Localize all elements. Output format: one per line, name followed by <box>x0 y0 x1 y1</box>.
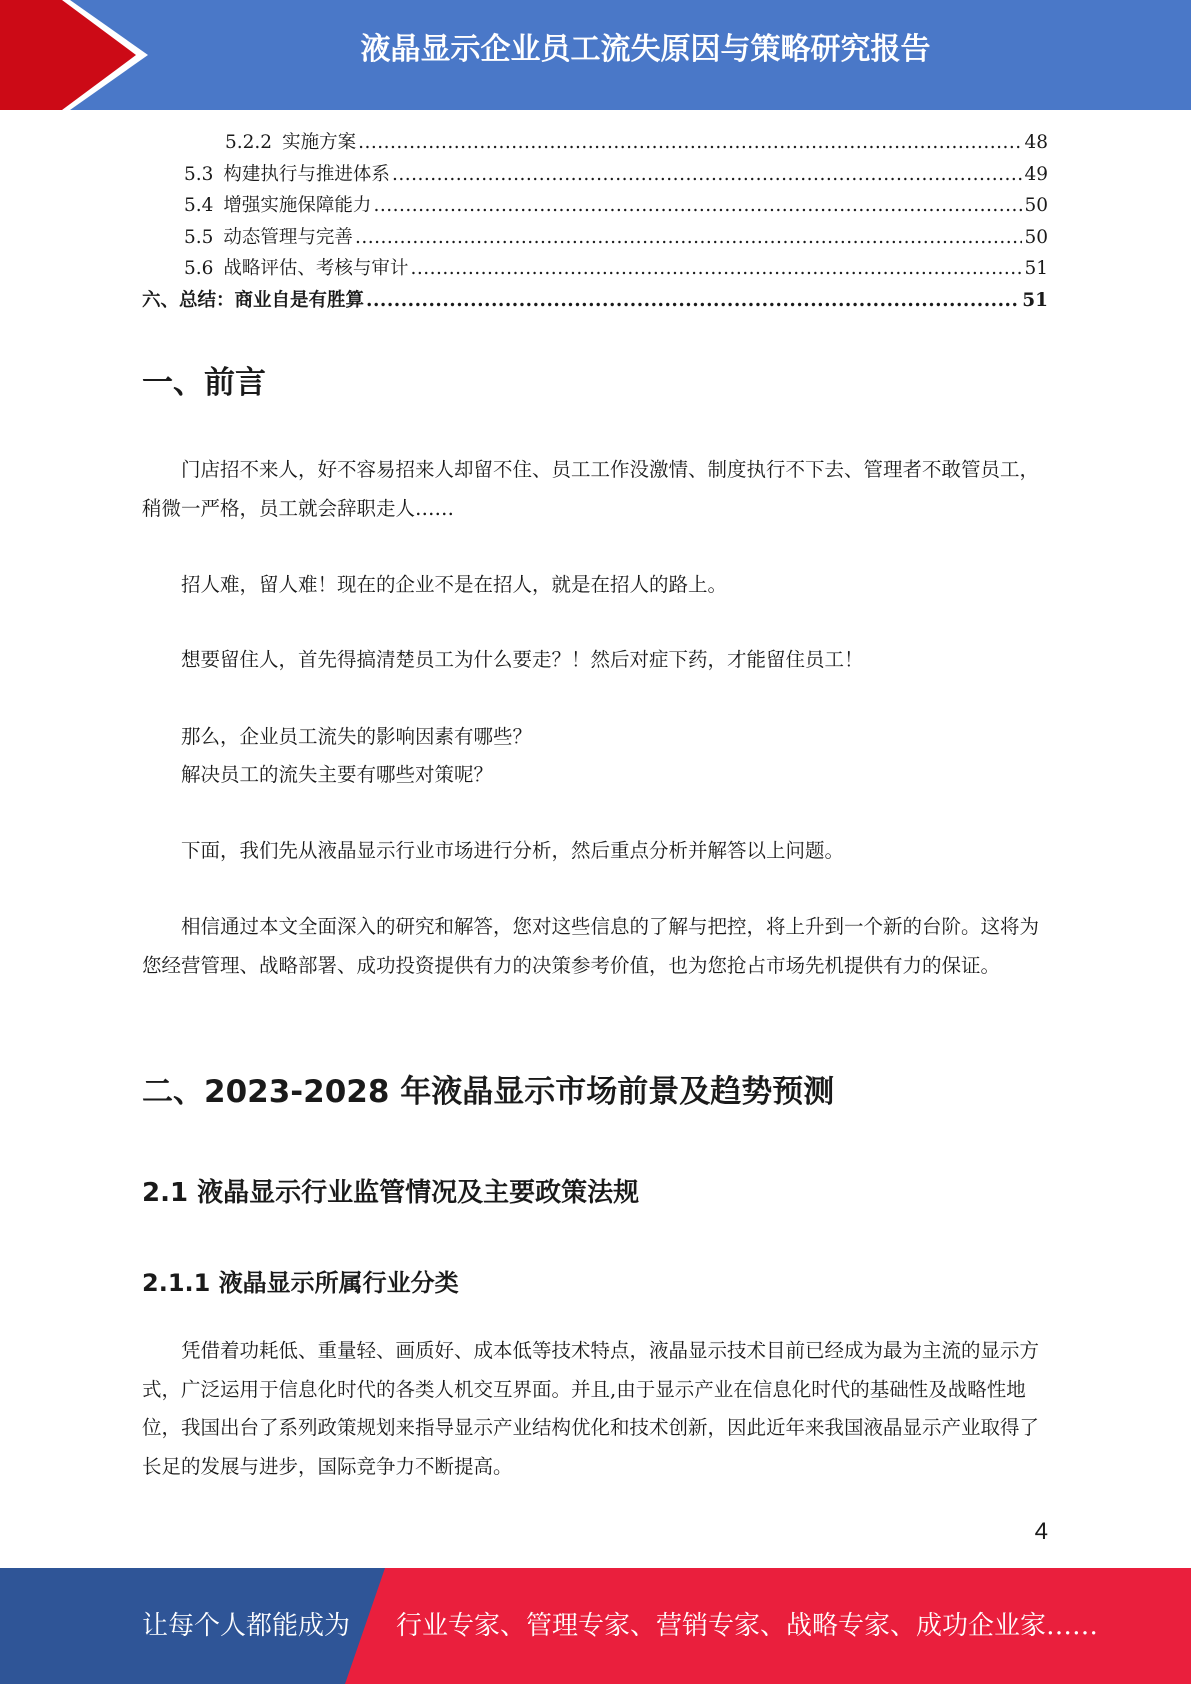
toc-item-page: 50 <box>1024 226 1048 248</box>
toc-item[interactable] <box>142 254 1048 286</box>
body-paragraph: 解决员工的流失主要有哪些对策呢？ <box>181 763 494 786</box>
toc-item[interactable] <box>142 128 1048 160</box>
toc-item-label: 实施方案 <box>282 132 357 153</box>
toc-item-label: 战略评估、考核与审计 <box>223 258 409 279</box>
table-of-contents <box>142 128 1048 317</box>
subsection-heading: 2.1 液晶显示行业监管情况及主要政策法规 <box>142 1178 640 1208</box>
toc-item-page: 51 <box>1024 258 1048 279</box>
section-heading-market: 二、2023-2028 年液晶显示市场前景及趋势预测 <box>142 1074 835 1110</box>
toc-item-label: 六、总结：商业自是有胜算 <box>142 289 365 311</box>
toc-item-page: 51 <box>1022 289 1048 311</box>
toc-item-page: 50 <box>1024 195 1048 216</box>
footer-slogan-left: 让每个人都能成为 <box>142 1611 351 1641</box>
page-header <box>0 0 1191 110</box>
header-arrow-decoration <box>0 0 150 110</box>
toc-item[interactable] <box>142 191 1048 223</box>
toc-leader-dots <box>392 164 1023 185</box>
body-paragraph: 想要留住人，首先得搞清楚员工为什么要走？！然后对症下药，才能留住员工！ <box>181 648 864 671</box>
body-paragraph: 相信通过本文全面深入的研究和解答，您对这些信息的了解与把控，将上升到一个新的台阶。这将为您经营管理、战略部署、成功投资提供有力的决策参考价值，也为您抢占市场先机提供有力的保证。 <box>142 915 1040 977</box>
toc-leader-dots <box>366 290 1020 311</box>
body-paragraph: 那么，企业员工流失的影响因素有哪些？ <box>181 725 533 748</box>
toc-item[interactable] <box>142 286 1048 318</box>
toc-item-number: 5.4 <box>184 195 214 216</box>
toc-item-number: 5.3 <box>184 163 214 185</box>
page-number: 4 <box>1034 1518 1048 1545</box>
toc-leader-dots <box>410 258 1022 279</box>
body-paragraph: 下面，我们先从液晶显示行业市场进行分析，然后重点分析并解答以上问题。 <box>181 839 845 862</box>
body-paragraph: 凭借着功耗低、重量轻、画质好、成本低等技术特点，液晶显示技术目前已经成为最为主流的显示方式，广泛运用于信息化时代的各类人机交互界面。并且,由于显示产业在信息化时代的基础性及战略性地位，我国出台了系列政策规划来指导显示产业结构优化和技术创新，因此近年来我国液晶显示产业取得了长足的发展与进步，国际竞争力不断提高。 <box>142 1339 1040 1478</box>
toc-item-number: 5.6 <box>184 258 214 279</box>
toc-item[interactable] <box>142 223 1048 255</box>
toc-leader-dots <box>355 227 1023 248</box>
header-title: 液晶显示企业员工流失原因与策略研究报告 <box>360 32 931 67</box>
toc-leader-dots <box>358 132 1022 153</box>
subsubsection-heading: 2.1.1 液晶显示所属行业分类 <box>142 1269 459 1297</box>
toc-item-label: 构建执行与推进体系 <box>223 163 390 185</box>
toc-item-number: 5.2.2 <box>225 132 273 153</box>
body-paragraph: 招人难，留人难！现在的企业不是在招人，就是在招人的路上。 <box>181 573 728 596</box>
toc-item-label: 动态管理与完善 <box>223 226 353 248</box>
toc-item-number: 5.5 <box>184 226 214 248</box>
toc-item-label: 增强实施保障能力 <box>223 195 372 216</box>
toc-item-page: 49 <box>1024 163 1048 185</box>
footer-slogan-right: 行业专家、管理专家、营销专家、战略专家、成功企业家…… <box>396 1611 1099 1641</box>
toc-leader-dots <box>373 195 1022 216</box>
toc-item-page: 48 <box>1024 132 1048 153</box>
section-heading-preface: 一、前言 <box>142 365 266 401</box>
toc-item[interactable] <box>142 160 1048 192</box>
body-paragraph: 门店招不来人，好不容易招来人却留不住、员工工作没激情、制度执行不下去、管理者不敢管员工，稍微一严格，员工就会辞职走人…… <box>142 458 1040 520</box>
page-footer <box>0 1568 1191 1684</box>
